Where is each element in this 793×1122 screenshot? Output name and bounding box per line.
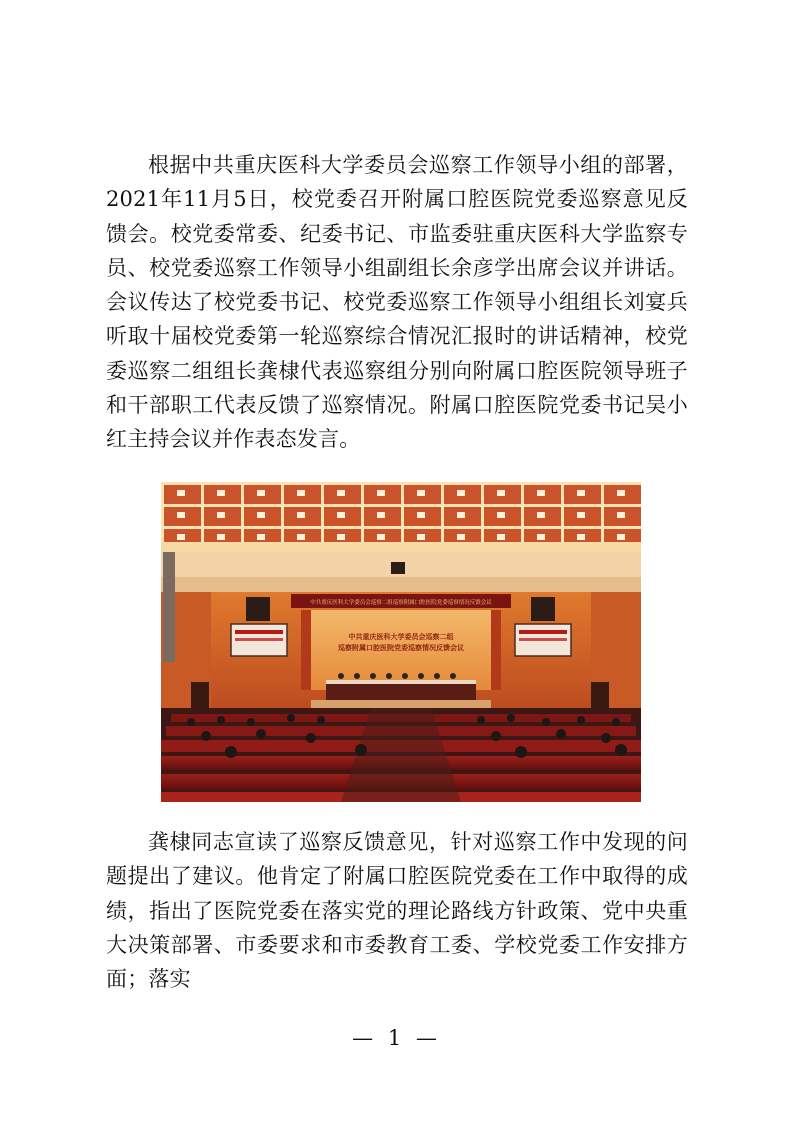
ceiling (161, 482, 641, 552)
stage-banner-text: 中共重庆医科大学委员会巡察二组巡察附属口腔医院党委巡察情况反馈会议 (310, 600, 492, 606)
backdrop-title-line1: 中共重庆医科大学委员会巡察二组 (348, 633, 454, 641)
paragraph-1: 根据中共重庆医科大学委员会巡察工作领导小组的部署，2021年11月5日，校党委召开附属口腔医院党委巡察意见反馈会。校党委常委、纪委书记、市监委驻重庆医科大学监察专员、校党委巡察工作领导小组副组长余彦学出席会议并讲话。会议传达了校党委书记、校党委巡察工作领导小组组长刘宴兵听取十届校党委第一轮巡察综合情况汇报时的讲话精神，校党委巡察二组组长龚棣代表巡察组分别向附属口腔医院领导班子和干部职工代表反馈了巡察情况。附属口腔医院党委书记吴小红主持会议并作表态发言。 (106, 153, 688, 452)
rostrum-table (326, 682, 476, 702)
page-number: — 1 — (352, 1026, 441, 1050)
meeting-photo (161, 482, 641, 802)
backdrop-title-line2: 巡察附属口腔医院党委巡察情况反馈会议 (338, 644, 464, 652)
paragraph-2: 龚棣同志宣读了巡察反馈意见，针对巡察工作中发现的问题提出了建议。他肯定了附属口腔医院党委在工作中取得的成绩，指出了医院党委在落实党的理论路线方针政策、党中央重大决策部署、市委要求和市委教育工委、学校党委工作安排方面；落实 (106, 830, 688, 992)
